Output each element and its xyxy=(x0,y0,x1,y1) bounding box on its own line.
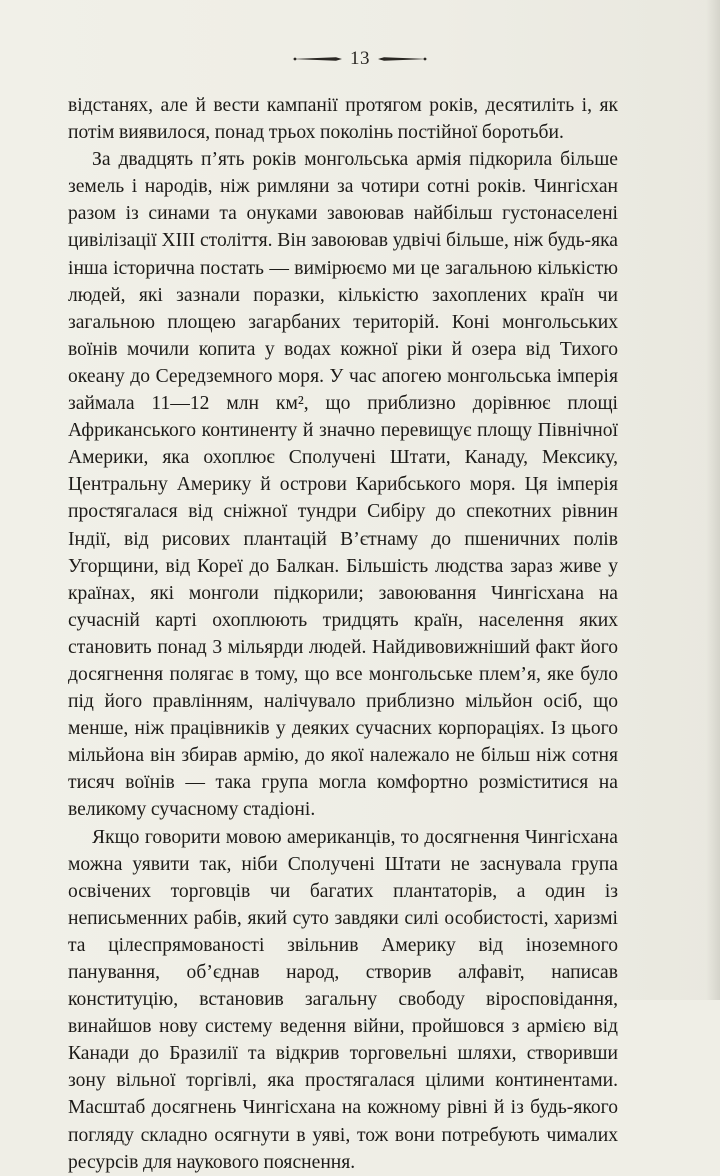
page-number: 13 xyxy=(350,48,370,69)
page-header xyxy=(0,44,720,74)
body-text xyxy=(68,92,618,1176)
paragraph: За двадцять п’ять років монгольська армія підкорила більше земель і народів, ніж римляни за чотири сотні років. Чингісхан разом із синами та онуками завоював найбільш густонаселені цивілізації XIII століття. Він завоював удвічі більше, ніж будь-яка інша історична постать — вимірюємо ми це загальною кількістю людей, які зазнали поразки, кількістю захоплених країн чи загальною площею загарбаних територій. Коні монгольських воїнів мочили копита у водах кожної ріки й озера від Тихого океану до Середземного моря. У час апогею монгольська імперія займала 11—12 млн км², що приблизно дорівнює площі Африканського континенту й значно перевищує площу Північної Америки, яка охоплює Сполучені Штати, Канаду, Мексику, Центральну Америку й острови Карибського моря. Ця імперія простягалася від сніжної тундри Сибіру до спекотних рівнин Індії, від рисових плантацій В’єтнаму до пшеничних полів Угорщини, від Кореї до Балкан. Більшість людства зараз живе у країнах, які монголи підкорили; завоювання Чингісхана на сучасній карті охоплюють тридцять країн, населення яких становить понад 3 мільярди людей. Найдивовижніший факт його досягнення полягає в тому, що все монгольське плем’я, яке було під його правлінням, налічувало приблизно мільйон осіб, що менше, ніж працівників у деяких сучасних корпораціях. Із цього мільйона він збирав армію, до якої належало не більш ніж сотня тисяч воїнів — така група могла комфортно розміститися на великому сучасному стадіоні. xyxy=(68,149,618,821)
right-ornament-icon xyxy=(378,54,428,64)
paragraph-continued: відстанях, але й вести кампанії протягом років, десятиліть і, як потім виявилося, понад трьох поколінь постійної боротьби. xyxy=(68,95,618,144)
paragraph: Якщо говорити мовою американців, то досягнення Чингісхана можна уявити так, ніби Сполучені Штати не заснувала група освічених торговців чи багатих плантаторів, а один із неписьменних рабів, який суто завдяки силі особистості, харизмі та цілеспрямованості звільнив Америку від іноземного панування, об’єднав народ, створив алфавіт, написав конституцію, встановив загальну свободу віросповідання, винайшов нову систему ведення війни, пройшовся з армією від Канади до Бразилії та відкрив торговельні шляхи, створивши зону вільної торгівлі, яка простягалася цілими континентами. Масштаб досягнень Чингісхана на кожному рівні й із будь-якого погляду складно осягнути в уяві, тож вони потребують чималих ресурсів для наукового пояснення. xyxy=(68,826,618,1173)
left-ornament-icon xyxy=(292,54,342,64)
page-edge-shadow xyxy=(706,0,720,1000)
